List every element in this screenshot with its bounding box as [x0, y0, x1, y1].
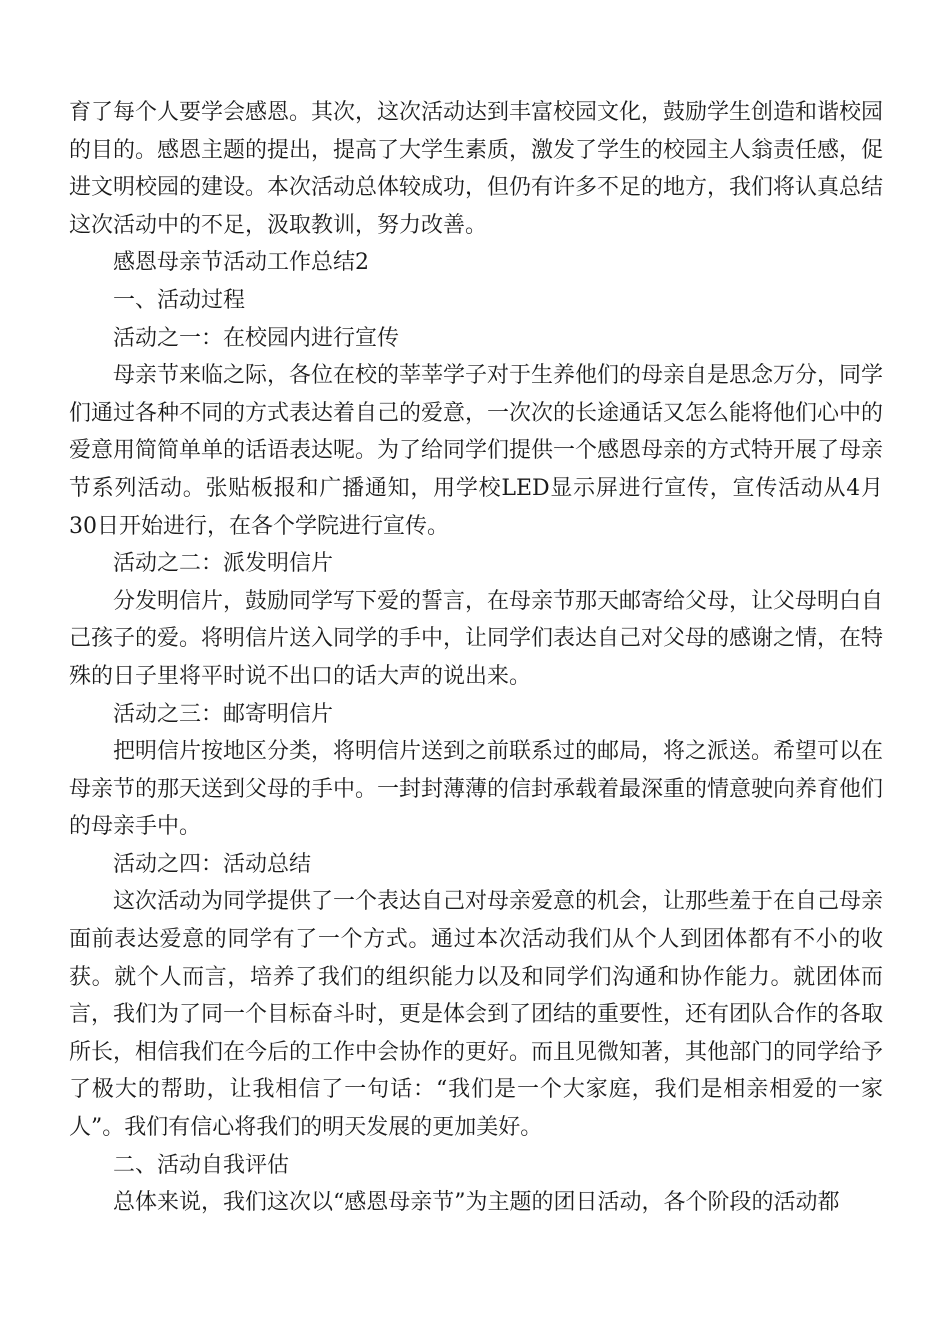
paragraph-activity-4: 这次活动为同学提供了一个表达自己对母亲爱意的机会，让那些羞于在自己母亲面前表达爱意的同学有了一个方式。通过本次活动我们从个人到团体都有不小的收获。就个人而言，培养了我们的组织能力以及和同学们沟通和协作能力。就团体而言，我们为了同一个目标奋斗时，更是体会到了团结的重要性，还有团队合作的各取所长，相信我们在今后的工作中会协作的更好。而且见微知著，其他部门的同学给予了极大的帮助，让我相信了一句话：“我们是一个大家庭，我们是相亲相爱的一家人”。我们有信心将我们的明天发展的更加美好。 [69, 889, 884, 1141]
paragraph-activity-2: 分发明信片，鼓励同学写下爱的誓言，在母亲节那天邮寄给父母，让父母明白自己孩子的爱。将明信片送入同学的手中，让同学们表达自己对父母的感谢之情，在特殊的日子里将平时说不出口的话大声的说出来。 [69, 588, 884, 689]
activity-heading-2: 活动之二：派发明信片 [113, 551, 334, 577]
paragraph-evaluation: 总体来说，我们这次以“感恩母亲节”为主题的团日活动，各个阶段的活动都 [113, 1190, 840, 1216]
document-body [69, 94, 883, 1222]
section-heading-evaluation: 二、活动自我评估 [113, 1152, 290, 1178]
section-title: 感恩母亲节活动工作总结2 [113, 250, 369, 276]
activity-heading-1: 活动之一：在校园内进行宣传 [113, 325, 400, 351]
section-heading-process: 一、活动过程 [113, 287, 246, 313]
paragraph-activity-3: 把明信片按地区分类，将明信片送到之前联系过的邮局，将之派送。希望可以在母亲节的那天送到父母的手中。一封封薄薄的信封承载着最深重的情意驶向养育他们的母亲手中。 [69, 739, 884, 840]
activity-heading-4: 活动之四：活动总结 [113, 851, 312, 877]
paragraph-activity-1: 母亲节来临之际，各位在校的莘莘学子对于生养他们的母亲自是思念万分，同学们通过各种不同的方式表达着自己的爱意，一次次的长途通话又怎么能将他们心中的爱意用简简单单的话语表达呢。为了给同学们提供一个感恩母亲的方式特开展了母亲节系列活动。张贴板报和广播通知，用学校LED显示屏进行宣传，宣传活动从4月30日开始进行，在各个学院进行宣传。 [69, 363, 884, 539]
paragraph-continuation: 育了每个人要学会感恩。其次，这次活动达到丰富校园文化，鼓励学生创造和谐校园的目的。感恩主题的提出，提高了大学生素质，激发了学生的校园主人翁责任感，促进文明校园的建设。本次活动总体较成功，但仍有许多不足的地方，我们将认真总结这次活动中的不足，汲取教训，努力改善。 [69, 100, 884, 238]
activity-heading-3: 活动之三：邮寄明信片 [113, 701, 334, 727]
